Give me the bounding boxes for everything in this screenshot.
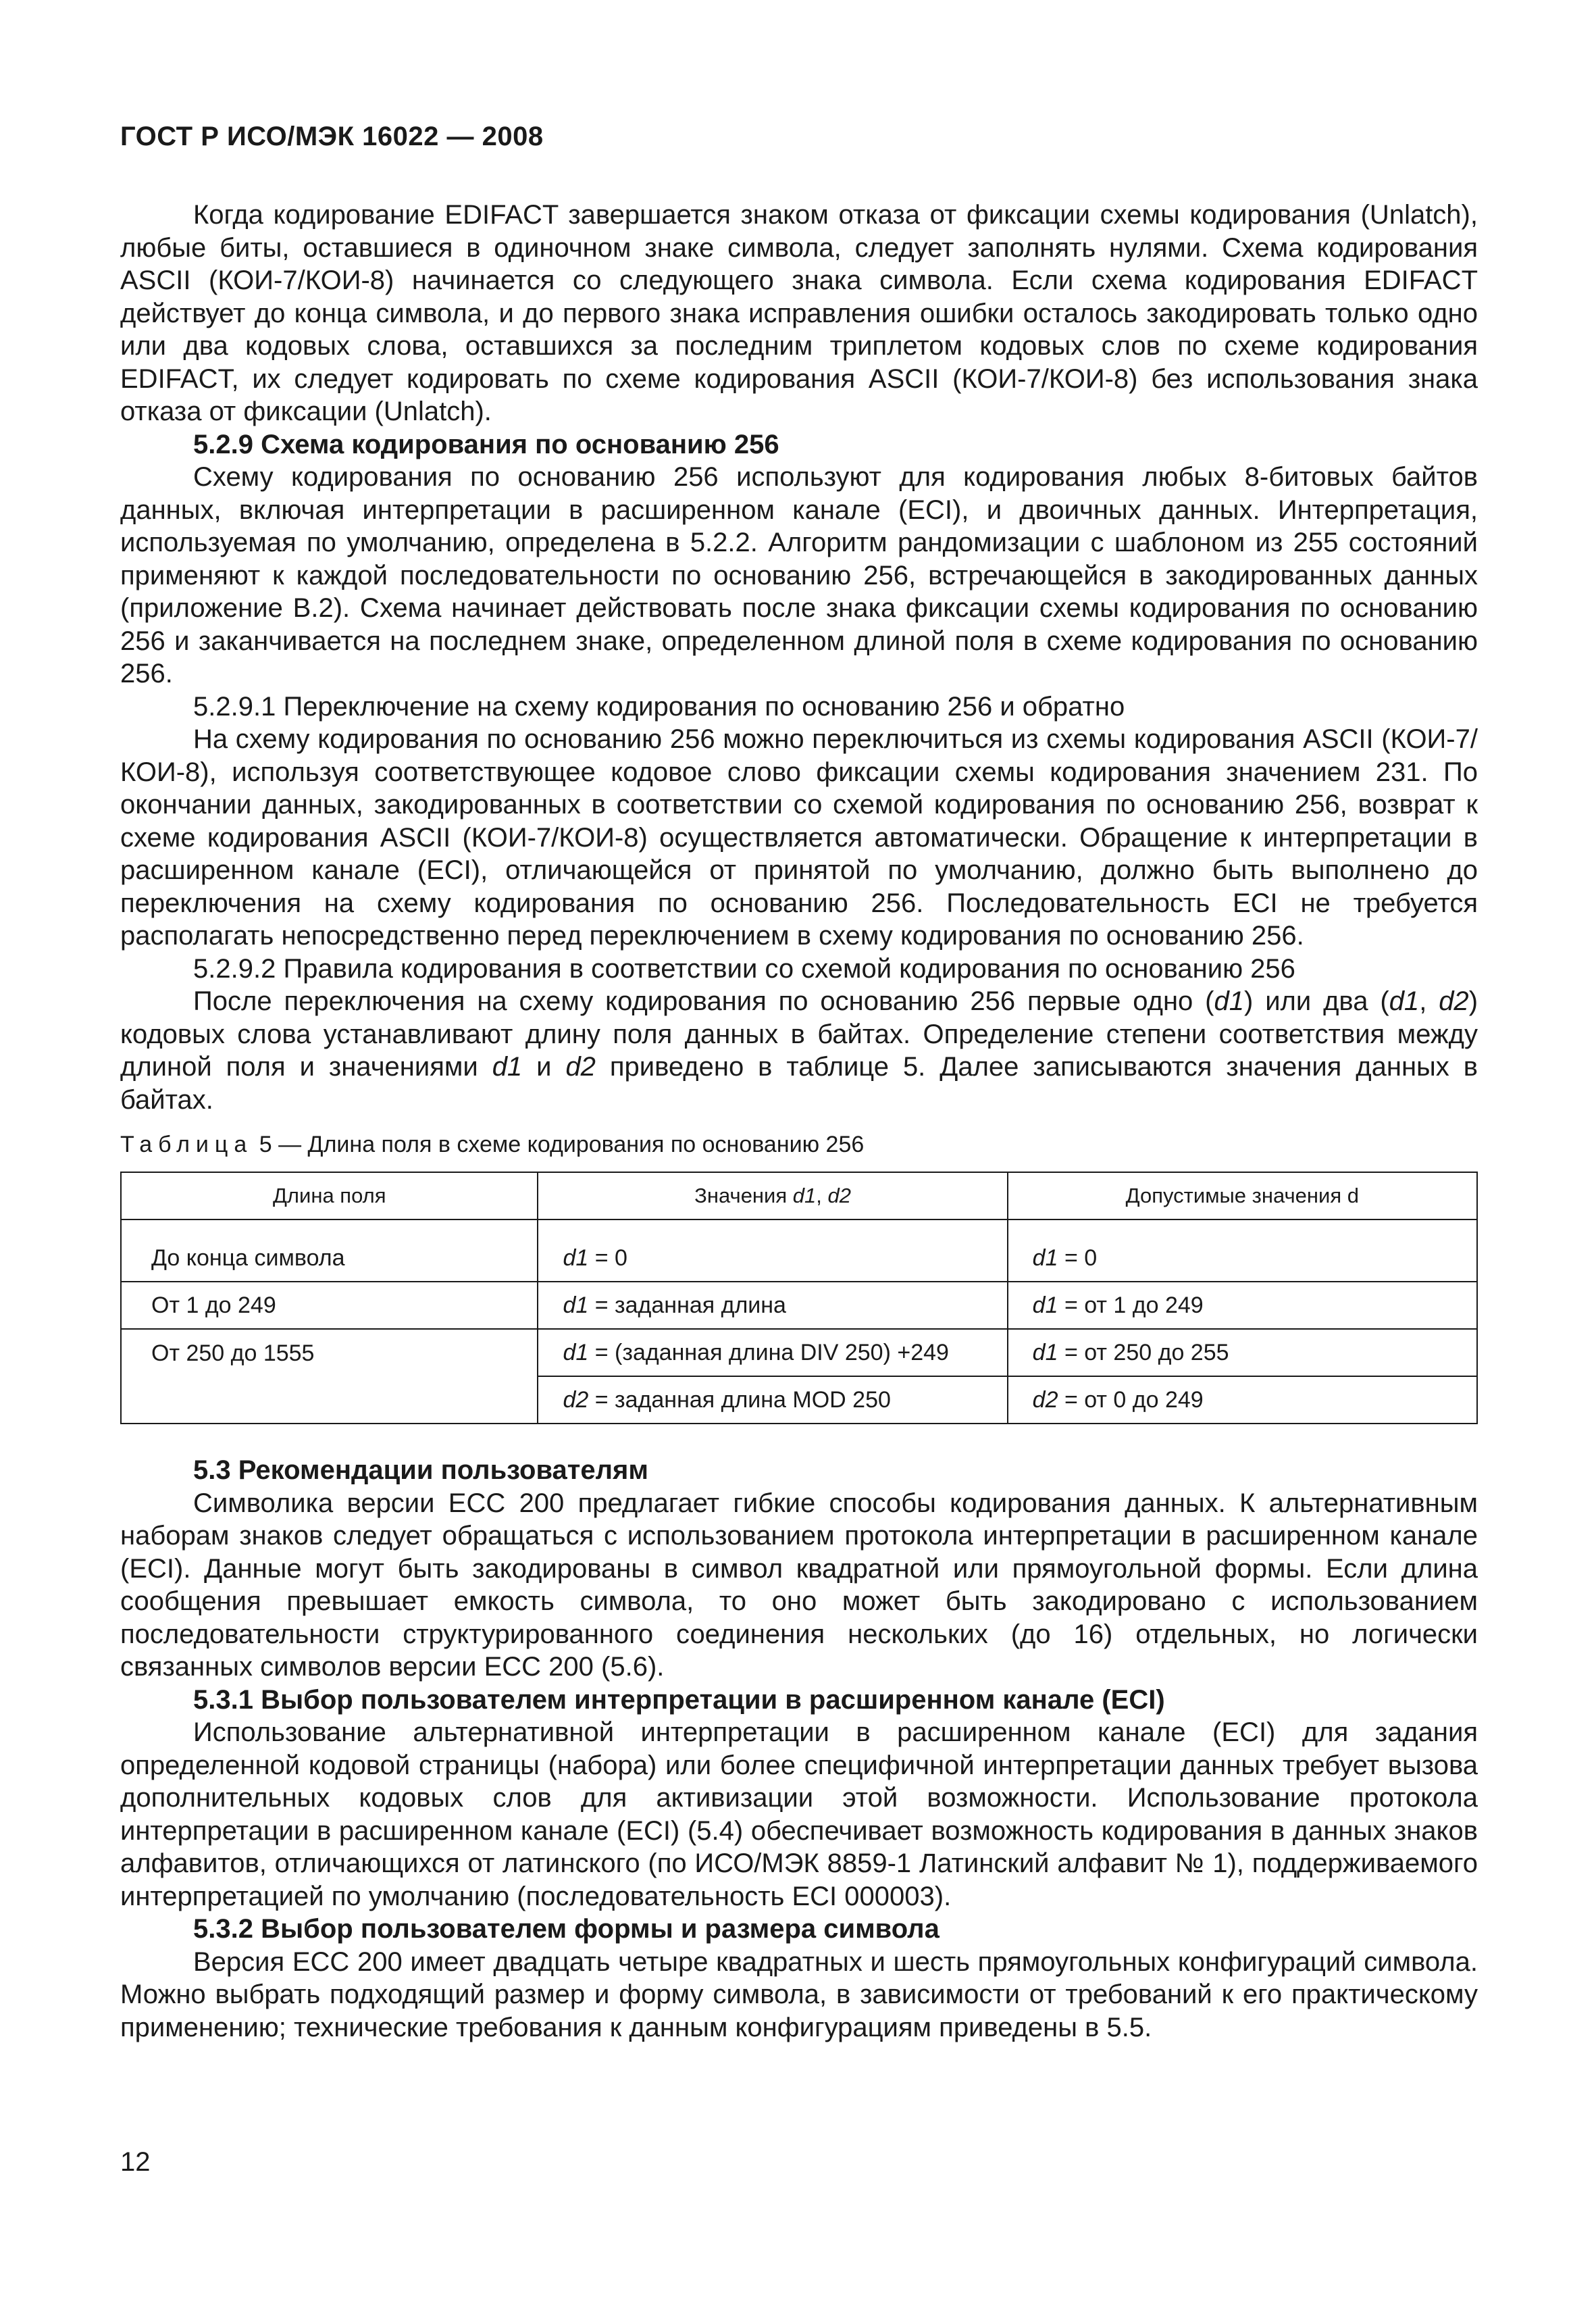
page-number: 12 — [120, 2147, 151, 2177]
section-heading-5-3-2: 5.3.2 Выбор пользователем формы и размера символа — [193, 1914, 939, 1944]
text-fragment: ) кодовых слова устанавливают длину поля данных в байтах. Определение степени соответствия между длиной поля и значениями — [120, 986, 1478, 1082]
cell-allowed — [1008, 1282, 1477, 1329]
text-fragment: приведено в таблице 5. Далее записываются значения данных в байтах. — [120, 1052, 1478, 1115]
cell-var: d1 — [1032, 1245, 1058, 1271]
cell-allowed-text: = от 0 до 249 — [1058, 1387, 1204, 1413]
table-caption-text: 5 — Длина поля в схеме кодирования по основанию 256 — [253, 1132, 865, 1157]
cell-value — [538, 1376, 1007, 1424]
field-length-table — [120, 1172, 1478, 1424]
table-row — [121, 1376, 1477, 1424]
cell-value — [538, 1219, 1007, 1282]
cell-var: d1 — [563, 1245, 589, 1271]
subsection-heading-5-2-9-1: 5.2.9.1 Переключение на схему кодирования по основанию 256 и обратно — [193, 691, 1125, 722]
table-caption — [120, 1131, 1478, 1158]
cell-allowed — [1008, 1376, 1477, 1424]
table-header-allowed: Допустимые значения d — [1008, 1172, 1477, 1219]
cell-value — [538, 1282, 1007, 1329]
cell-value-text: = 0 — [588, 1245, 627, 1271]
text-fragment: и — [522, 1052, 566, 1082]
paragraph-symbol-size: Версия ЕСС 200 имеет двадцать четыре квадратных и шесть прямоугольных конфигураций символа. Можно выбрать подходящий размер и форму символа, в зависимости от требований к его практическому применению; технические требования к данным конфигурациям приведены в 5.5. — [120, 1946, 1478, 2042]
table-caption-label: Таблица — [120, 1132, 253, 1157]
text-fragment: ) или два ( — [1244, 986, 1389, 1016]
cell-value-text: = (заданная длина DIV 250) +249 — [588, 1340, 949, 1365]
paragraph-base256-description: Схему кодирования по основанию 256 используют для кодирования любых 8-битовых байтов данных, включая интерпретации в расширенном канале (ECI), и двоичных данных. Интерпретация, используемая по умолчанию, определена в 5.2.2. Алгоритм рандомизации с шаблоном из 255 состояний применяют к каждой последовательности по основанию 256, встречающейся в закодированных данных (приложение В.2). Схема начинает действовать после знака фиксации схемы кодирования по основанию 256 и заканчивается на последнем знаке, определенном длиной поля в схеме кодирования по основанию 256. — [120, 462, 1478, 688]
var-d1: d1 — [492, 1052, 523, 1082]
cell-var: d1 — [1032, 1340, 1058, 1365]
cell-allowed — [1008, 1329, 1477, 1376]
var-d2: d2 — [827, 1184, 851, 1207]
var-d1: d1 — [1214, 986, 1244, 1016]
document-header: ГОСТ Р ИСО/МЭК 16022 — 2008 — [120, 122, 544, 151]
cell-var: d1 — [563, 1340, 589, 1365]
subsection-heading-5-2-9-2: 5.2.9.2 Правила кодирования в соответствии со схемой кодирования по основанию 256 — [193, 953, 1295, 984]
cell-var: d1 — [1032, 1292, 1058, 1318]
text-fragment: После переключения на схему кодирования по основанию 256 первые одно ( — [193, 986, 1214, 1016]
var-d2: d2 — [565, 1052, 596, 1082]
cell-value-text: = заданная длина — [588, 1292, 786, 1318]
cell-allowed — [1008, 1219, 1477, 1282]
paragraph-edifact-unlatch: Когда кодирование EDIFACT завершается знаком отказа от фиксации схемы кодирования (Unlatch), любые биты, оставшиеся в одиночном знаке символа, следует заполнять нулями. Схема кодирования ASCII (КОИ-7/КОИ-8) начинается со следующего знака символа. Если схема кодирования EDIFACT действует до конца символа, и до первого знака исправления ошибки осталось закодировать только одно или два кодовых слова, оставшихся за последним триплетом кодовых слов по схеме кодирования EDIFACT, их следует кодировать по схеме кодирования ASCII (КОИ-7/КОИ-8) без использования знака отказа от фиксации (Unlatch). — [120, 200, 1478, 426]
table-row — [121, 1219, 1477, 1282]
cell-value-text: = заданная длина MOD 250 — [588, 1387, 891, 1413]
header-text: Значения — [694, 1184, 793, 1207]
paragraph-eci-selection: Использование альтернативной интерпретации в расширенном канале (ECI) для задания определенной кодовой страницы (набора) или более специфичной интерпретации данных требует вызова дополнительных кодовых слов для активизации этой возможности. Использование протокола интерпретации в расширенном канале (ECI) (5.4) обеспечивает возможность кодирования в данных знаков алфавитов, отличающихся от латинского (по ИСО/МЭК 8859-1 Латинский алфавит № 1), поддерживаемого интерпретацией по умолчанию (последовательность ECI 000003). — [120, 1717, 1478, 1911]
var-d1: d1 — [1389, 986, 1420, 1016]
cell-var: d1 — [563, 1292, 589, 1318]
section-heading-5-3: 5.3 Рекомендации пользователям — [193, 1455, 648, 1485]
document-page — [120, 0, 1478, 2314]
cell-length — [121, 1376, 538, 1424]
paragraph-base256-rules — [120, 985, 1478, 1116]
cell-allowed-text: = от 250 до 255 — [1058, 1340, 1229, 1365]
cell-var: d2 — [1032, 1387, 1058, 1413]
cell-value — [538, 1329, 1007, 1376]
cell-length: От 1 до 249 — [121, 1282, 538, 1329]
table-row — [121, 1282, 1477, 1329]
text-fragment: , — [1419, 986, 1439, 1016]
section-heading-5-2-9: 5.2.9 Схема кодирования по основанию 256 — [193, 429, 779, 459]
cell-allowed-text: = 0 — [1058, 1245, 1098, 1271]
table-row — [121, 1329, 1477, 1376]
cell-var: d2 — [563, 1387, 589, 1413]
var-d1: d1 — [792, 1184, 817, 1207]
section-heading-5-3-1: 5.3.1 Выбор пользователем интерпретации в расширенном канале (ECI) — [193, 1684, 1165, 1715]
paragraph-base256-switching: На схему кодирования по основанию 256 можно переключиться из схемы кодирования ASCII (КОИ-7/КОИ-8), используя соответствующее кодовое слово фиксации схемы кодирования значением 231. По окончании данных, закодированных в соответствии со схемой кодирования по основанию 256, возврат к схеме кодирования ASCII (КОИ-7/КОИ-8) осуществляется автоматически. Обращение к интерпретации в расширенном канале (ECI), отличающейся от принятой по умолчанию, должно быть выполнено до переключения на схему кодирования по основанию 256. Последовательность ECI не требуется располагать непосредственно перед переключением в схему кодирования по основанию 256. — [120, 724, 1478, 951]
cell-length: От 250 до 1555 — [121, 1329, 538, 1376]
cell-allowed-text: = от 1 до 249 — [1058, 1292, 1204, 1318]
table-header-length: Длина поля — [121, 1172, 538, 1219]
document-body — [120, 199, 1478, 2044]
header-text: , — [816, 1184, 828, 1207]
var-d2: d2 — [1439, 986, 1469, 1016]
paragraph-user-recommendations: Символика версии ЕСС 200 предлагает гибкие способы кодирования данных. К альтернативным наборам знаков следует обращаться с использованием протокола интерпретации в расширенном канале (ECI). Данные могут быть закодированы в символ квадратной или прямоугольной формы. Если длина сообщения превышает емкость символа, то оно может быть закодировано с использованием последовательности структурированного соединения нескольких (до 16) отдельных, но логически связанных символов версии ЕСС 200 (5.6). — [120, 1488, 1478, 1682]
table-header-values — [538, 1172, 1007, 1219]
cell-length: До конца символа — [121, 1219, 538, 1282]
